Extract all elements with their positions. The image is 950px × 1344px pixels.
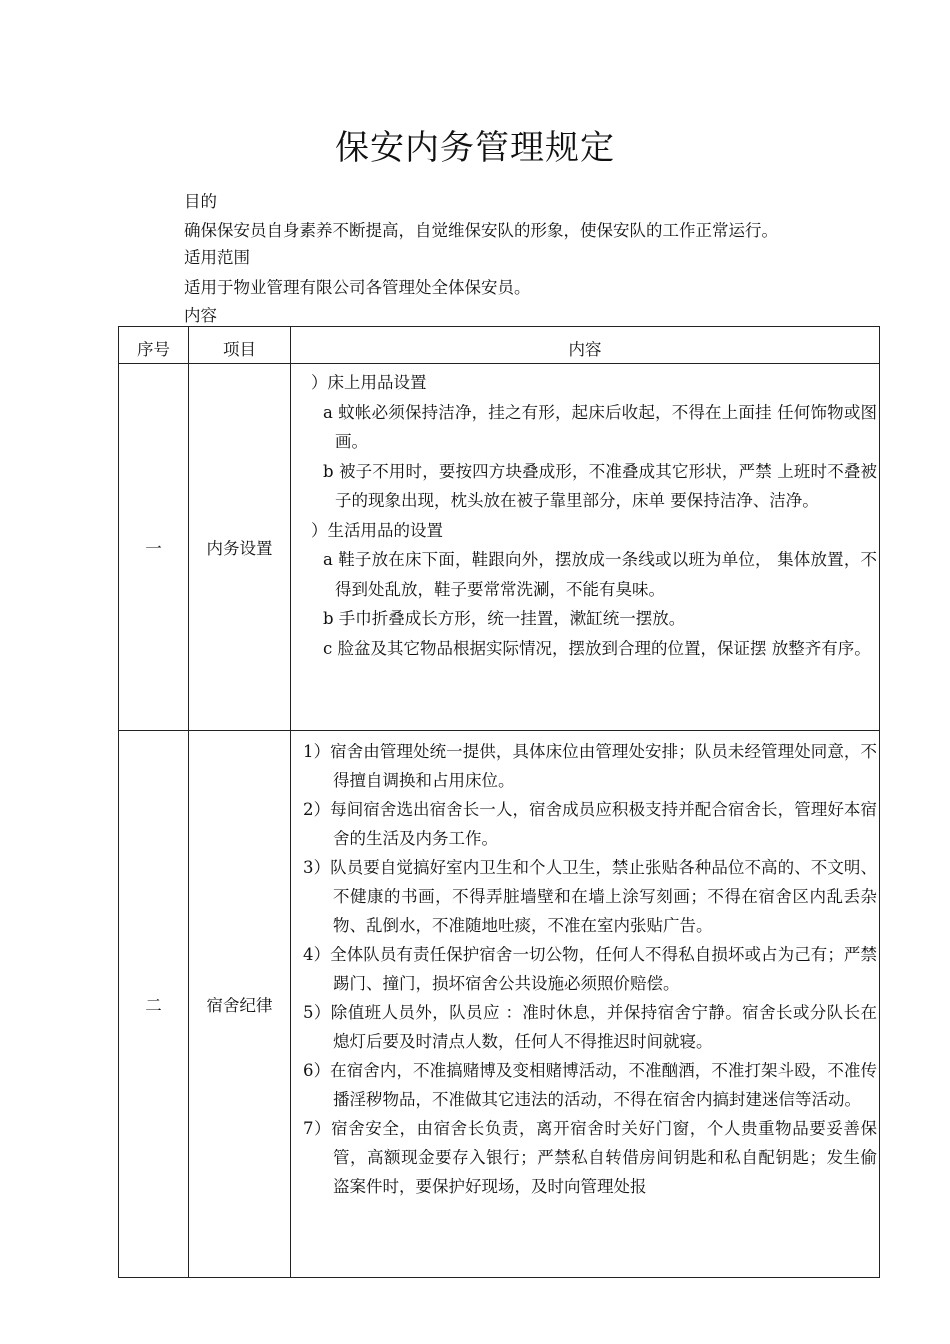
list-item: 3）队员要自觉搞好室内卫生和个人卫生，禁止张贴各种品位不高的、不文明、不健康的书画，不得弄脏墙壁和在墙上涂写刻画；不得在宿舍区内乱丢杂物、乱倒水，不准随地吐痰，不准在室内张贴广告。 bbox=[303, 858, 877, 935]
list-item: 4）全体队员有责任保护宿舍一切公物，任何人不得私自损坏或占为己有；严禁踢门、撞门，损坏宿舍公共设施必须照价赔偿。 bbox=[303, 945, 877, 993]
list-item: 6）在宿舍内，不准搞赌博及变相赌博活动，不准酗酒，不准打架斗殴，不准传播淫秽物品，不准做其它违法的活动，不得在宿舍内搞封建迷信等活动。 bbox=[303, 1061, 877, 1109]
list-item: 1）宿舍由管理处统一提供，具体床位由管理处安排；队员未经管理处同意，不得擅自调换和占用床位。 bbox=[303, 742, 877, 790]
intro-heading-scope: 适用范围 bbox=[184, 248, 250, 267]
header-content: 内容 bbox=[291, 327, 880, 364]
intro-heading-content: 内容 bbox=[184, 306, 217, 325]
list-item: 2）每间宿舍选出宿舍长一人，宿舍成员应积极支持并配合宿舍长，管理好本宿舍的生活及内务工作。 bbox=[303, 800, 877, 848]
row-item: 内务设置 bbox=[189, 364, 291, 731]
document-title: 保安内务管理规定 bbox=[335, 128, 615, 168]
section-heading: ）床上用品设置 bbox=[311, 373, 427, 392]
intro-scope-text: 适用于物业管理有限公司各管理处全体保安员。 bbox=[184, 278, 531, 297]
list-item: a 鞋子放在床下面，鞋跟向外，摆放成一条线或以班为单位， 集体放置，不得到处乱放，鞋子要常常洗涮，不能有臭味。 bbox=[323, 550, 877, 599]
table-header-row bbox=[119, 327, 880, 364]
header-item: 项目 bbox=[189, 327, 291, 364]
table-row bbox=[119, 364, 880, 731]
list-item: a 蚊帐必须保持洁净，挂之有形，起床后收起，不得在上面挂 任何饰物或图画。 bbox=[323, 402, 877, 451]
row-content bbox=[291, 364, 880, 731]
intro-heading-purpose: 目的 bbox=[184, 192, 217, 211]
row-number: 二 bbox=[119, 731, 189, 1278]
section-heading: ）生活用品的设置 bbox=[311, 520, 443, 540]
header-no: 序号 bbox=[119, 327, 189, 364]
table-row bbox=[119, 731, 880, 1278]
row-content bbox=[291, 731, 880, 1278]
list-item: c 脸盆及其它物品根据实际情况，摆放到合理的位置，保证摆 放整齐有序。 bbox=[323, 638, 871, 658]
list-item: 5）除值班人员外，队员应 ：准时休息，并保持宿舍宁静。宿舍长或分队长在熄灯后要及时清点人数，任何人不得推迟时间就寝。 bbox=[303, 1003, 877, 1051]
list-item: b 手巾折叠成长方形，统一挂置，漱缸统一摆放。 bbox=[323, 609, 686, 628]
rules-table bbox=[118, 326, 880, 1278]
intro-purpose-text: 确保保安员自身素养不断提高，自觉维保安队的形象，使保安队的工作正常运行。 bbox=[184, 221, 778, 240]
list-item: 7）宿舍安全，由宿舍长负责，离开宿舍时关好门窗，个人贵重物品要妥善保管，高额现金要存入银行；严禁私自转借房间钥匙和私自配钥匙；发生偷盗案件时，要保护好现场，及时向管理处报 bbox=[303, 1119, 877, 1196]
row-number: 一 bbox=[119, 364, 189, 731]
row-item: 宿舍纪律 bbox=[189, 731, 291, 1278]
list-item: b 被子不用时，要按四方块叠成形，不准叠成其它形状，严禁 上班时不叠被子的现象出现，枕头放在被子靠里部分，床单 要保持洁净、洁净。 bbox=[323, 461, 877, 510]
